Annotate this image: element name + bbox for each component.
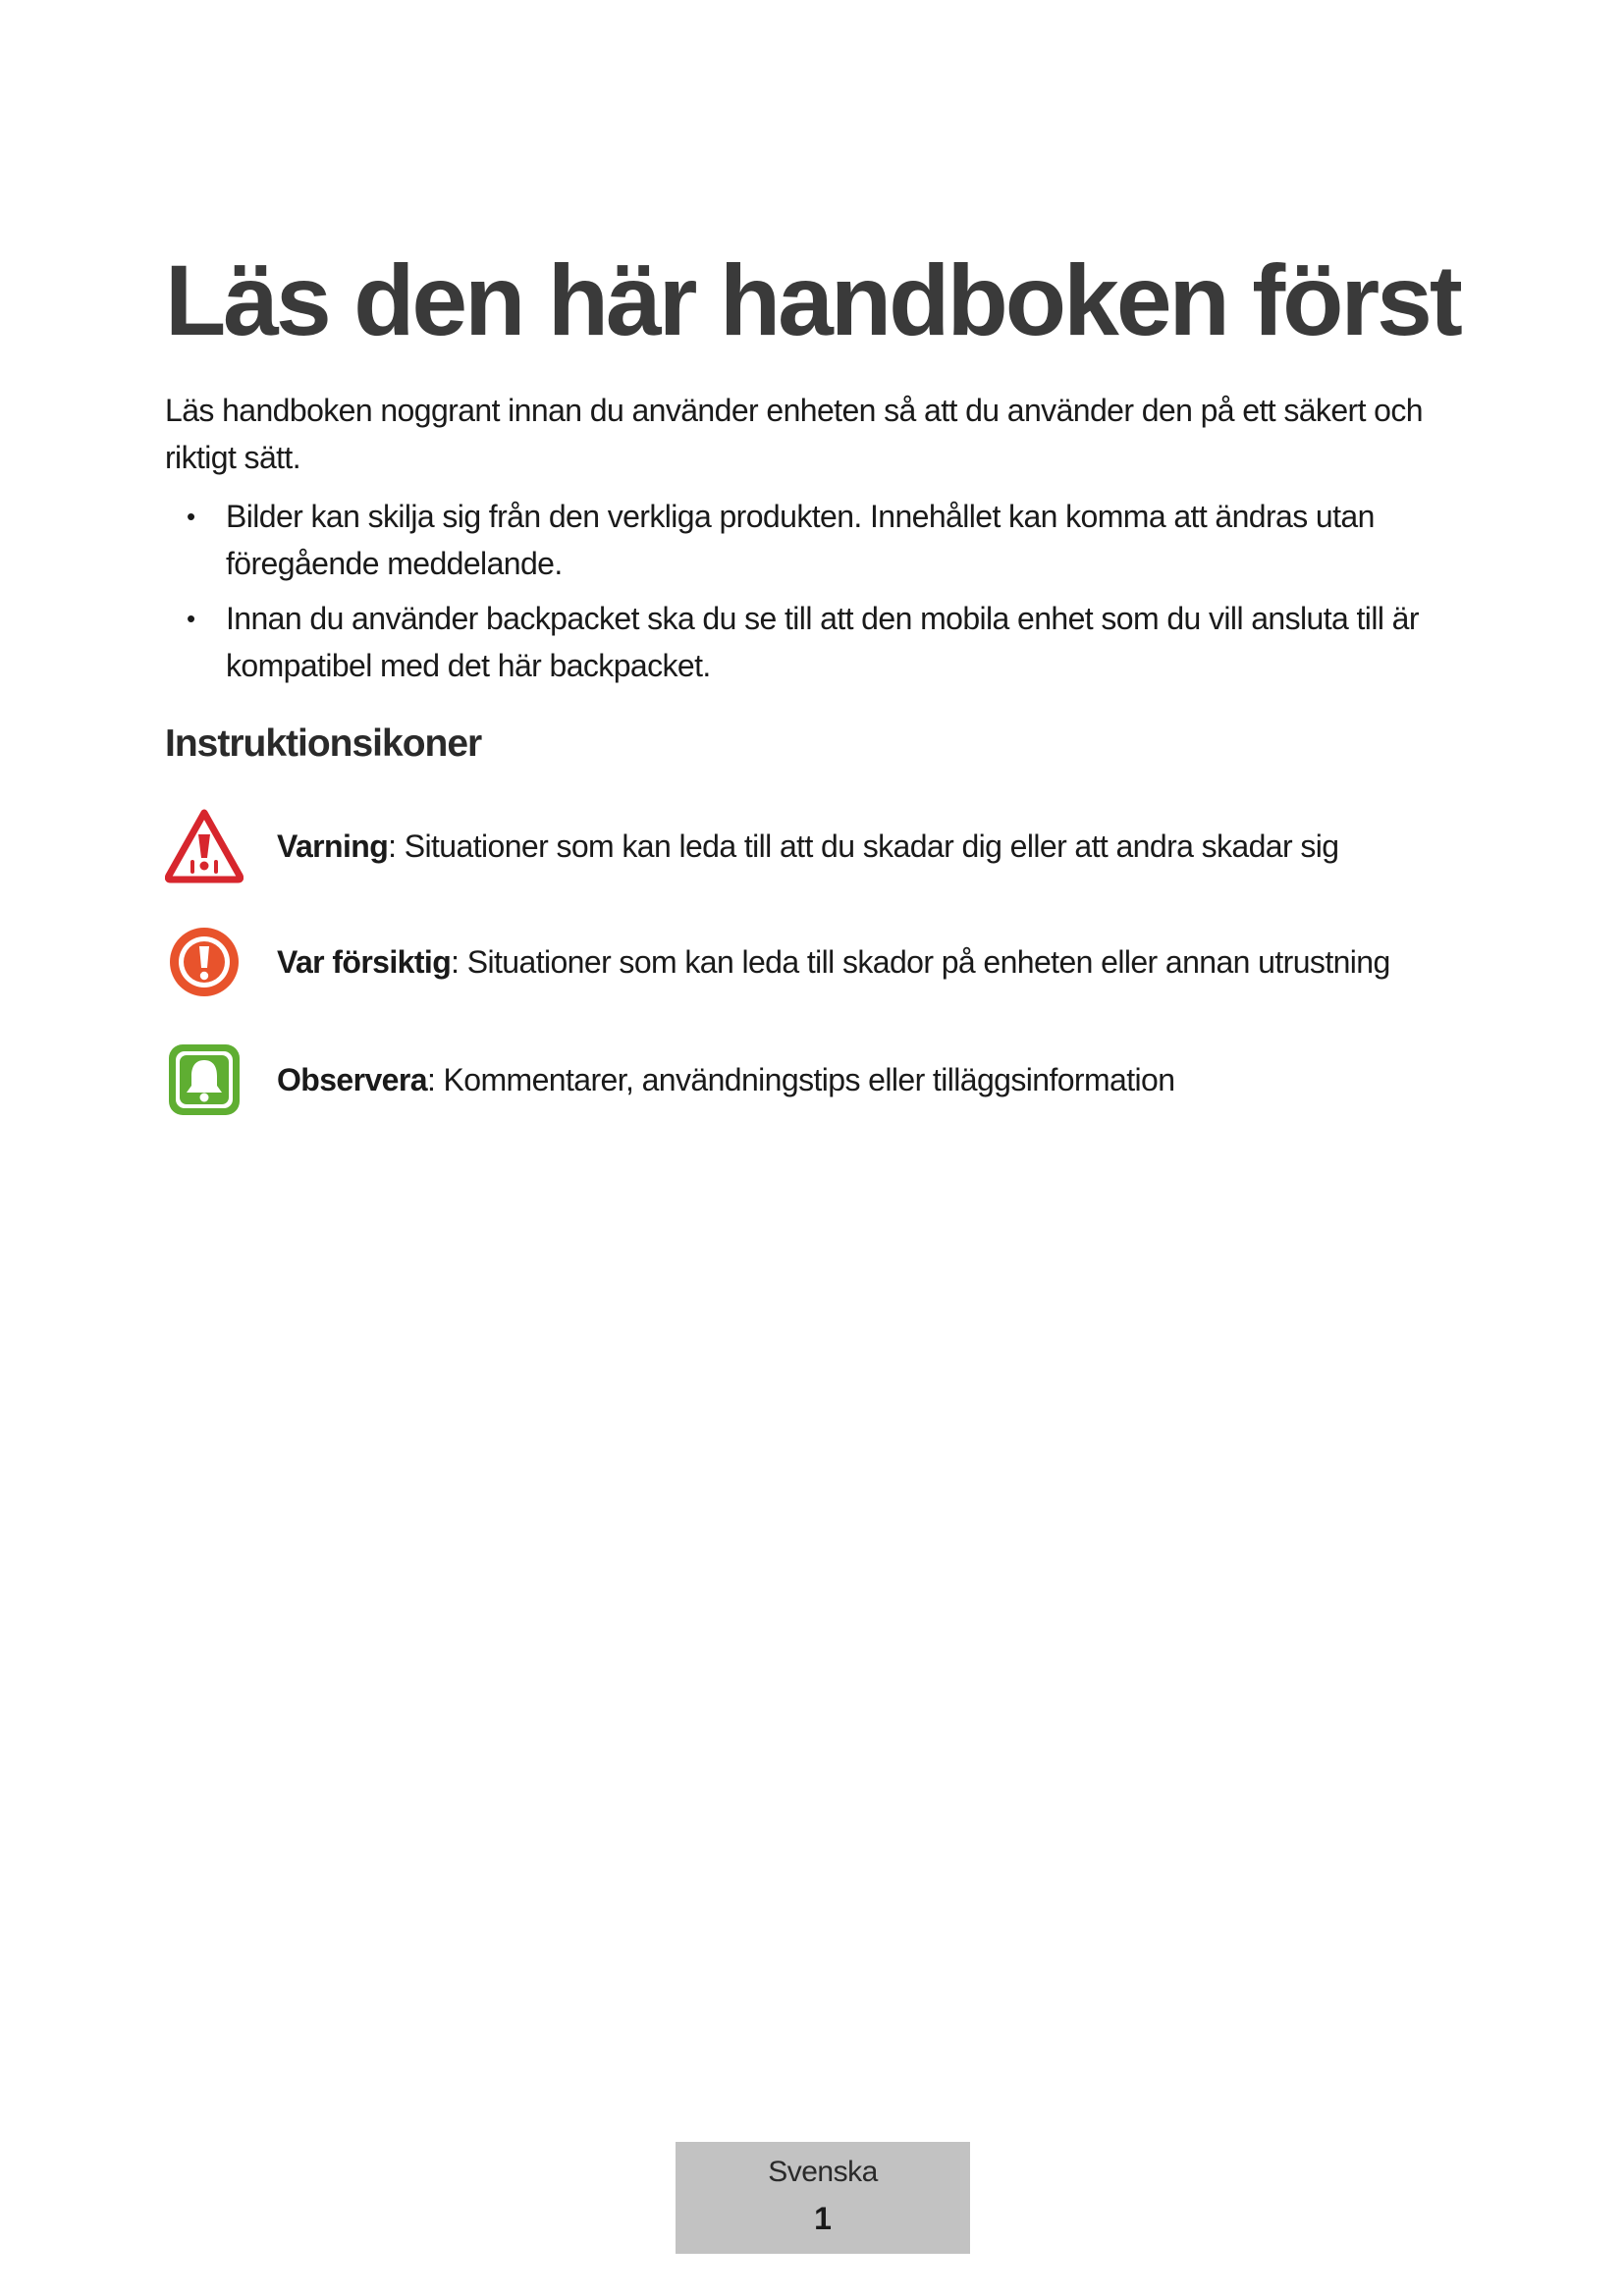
instruction-note-row — [165, 1041, 1471, 1119]
note-description — [277, 1041, 1174, 1119]
list-item — [165, 493, 1471, 587]
caution-separator: : — [451, 944, 467, 980]
note-bell-icon — [165, 1041, 244, 1119]
bullet-icon: • — [187, 604, 195, 633]
list-item — [165, 595, 1471, 689]
note-label: Observera — [277, 1062, 427, 1097]
warning-text: Situationer som kan leda till att du skadar dig eller att andra skadar sig — [404, 828, 1339, 864]
note-text: Kommentarer, användningstips eller tilläggsinformation — [443, 1062, 1175, 1097]
page-title: Läs den här handboken först — [165, 244, 1460, 356]
warning-label: Varning — [277, 828, 389, 864]
instruction-caution-row — [165, 923, 1471, 1001]
bullet-icon: • — [187, 502, 195, 531]
caution-label: Var försiktig — [277, 944, 452, 980]
caution-circle-icon — [165, 923, 244, 1001]
footer-language: Svenska — [768, 2156, 878, 2188]
note-separator: : — [426, 1062, 444, 1097]
list-item-text: Bilder kan skilja sig från den verkliga produkten. Innehållet kan komma att ändras utan föregående meddelande. — [226, 499, 1375, 581]
page-footer — [676, 2142, 970, 2254]
notice-list — [165, 493, 1471, 697]
instruction-warning-row — [165, 807, 1471, 885]
section-heading: Instruktionsikoner — [165, 722, 482, 765]
caution-description — [277, 923, 1390, 1001]
intro-paragraph: Läs handboken noggrant innan du använder enheten så att du använder den på ett säkert och riktigt sätt. — [165, 393, 1423, 475]
warning-triangle-icon — [165, 807, 244, 885]
page-number: 1 — [814, 2201, 832, 2236]
warning-separator: : — [388, 828, 405, 864]
list-item-text: Innan du använder backpacket ska du se till att den mobila enhet som du vill ansluta till är kompatibel med det här backpacket. — [226, 601, 1419, 683]
caution-text: Situationer som kan leda till skador på enheten eller annan utrustning — [466, 944, 1390, 980]
warning-description — [277, 807, 1338, 885]
